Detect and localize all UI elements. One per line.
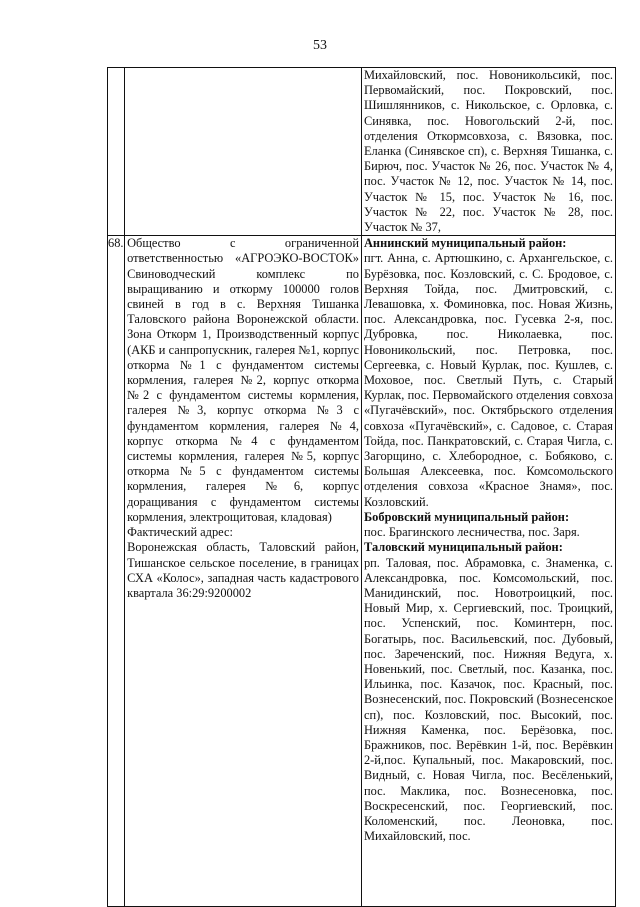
organization-description: Общество с ограниченной ответственностью «АГРОЭКО-ВОСТОК» Свиноводческий комплекс по выращиванию и откорму 100000 голов свиней в год в с. Верхняя Тишанка Таловского района Воронежской области. Зона Откорм 1, Производственный корпус (АКБ и санпропускник, галерея №1, корпус откорма №1 с фундаментом системы кормления, галерея №2, корпус откорма №2 с фундаментом системы кормления, галерея №3, корпус откорма №3 с фундаментом кормления, галерея №4, корпус откорма №4 с фундаментом системы кормления, галерея №5, корпус откорма №5 с фундаментом системы кормления, галерея №6, корпус доращивания с фундаментом системы кормления, электрощитовая, кладовая): [127, 236, 359, 524]
district-settlements: пос. Брагинского лесничества, пос. Заря.: [363, 525, 580, 540]
register-table: [107, 67, 616, 907]
organization-cell: [125, 236, 362, 907]
page-number: 53: [313, 38, 327, 53]
organization-cell: [125, 68, 362, 236]
areas-cell: [361, 236, 615, 907]
areas-text: Михайловский, пос. Новоникольсикй, пос. Первомайский, пос. Покровский, пос. Шишлянников, с. Никольское, с. Орловка, с. Синявка, пос. Новогольский 2-й, пос. отделения Откормсовхоза, с. Вязовка, пос. Еланка (Синявское сп), с. Верхняя Тишанка, с. Бирюч, пос. Участок № 26, пос. Участок № 4, пос. Участок № 12, пос. Участок № 14, пос. Участок № 15, пос. Участок № 16, пос. Участок № 22, пос. Участок № 28, пос. Участок № 37,: [363, 68, 613, 235]
district-settlements: пгт. Анна, с. Артюшкино, с. Архангельское, с. Бурёзовка, пос. Козловский, с. С. Бродовое, с. Верхняя Тойда, пос. Дмитровский, с. Левашовка, х. Фоминовка, пос. Новая Жизнь, пос. Александровка, пос. Гусевка 2-я, пос. Дубровка, пос. Николаевка, пос. Новоникольский, пос. Петровка, пос. Сергеевка, с. Новый Курлак, пос. Кушлев, с. Моховое, пос. Светлый Путь, с. Старый Курлак, пос. Первомайского отделения совхоза «Пугачёвский», пос. Октябрьского отделения совхоза «Пугачёвский», с. Садовое, с. Старая Тойда, пос. Панкратовский, с. Старая Чигла, с. Загорщино, с. Хлебородное, с. Бобяково, с. Большая Алексеевка, пос. Комсомольского отделения совхоза «Красное Знамя», пос. Козловский.: [363, 251, 613, 509]
address-label: Фактический адрес:: [127, 525, 233, 540]
areas-cell: [361, 68, 615, 236]
district-heading: Бобровский муниципальный район:: [363, 509, 570, 524]
district-heading: Таловский муниципальный район:: [363, 540, 563, 555]
table-row: [108, 236, 616, 907]
district-settlements: рп. Таловая, пос. Абрамовка, с. Знаменка, с. Александровка, пос. Комсомольский, пос. Манидинский, пос. Новотроицкий, пос. Новый Мир, х. Сергиевский, пос. Троицкий, пос. Успенский, пос. Коминтерн, пос. Богатырь, пос. Васильевский, пос. Дубовый, пос. Зареченский, пос. Нижняя Ведуга, х. Новенький, пос. Светлый, пос. Казанка, пос. Ильинка, пос. Казачок, пос. Красный, пос. Вознесенский, пос. Покровский (Вознесенское сп), пос. Козловский, пос. Высокий, пос. Нижняя Каменка, пос. Берёзовка, пос. Бражников, пос. Верёвкин 1-й, пос. Верёвкин 2-й,пос. Купальный, пос. Макаровский, пос. Видный, с. Новая Чигла, пос. Весёленький, пос. Маклика, пос. Вознесеновка, пос. Воскресенский, пос. Георгиевский, пос. Коломенский, пос. Леоновка, пос. Михайловский, пос.: [363, 555, 614, 844]
table-row: [108, 68, 616, 236]
row-number-cell: 68.: [108, 236, 125, 907]
row-number-cell: [108, 68, 125, 236]
district-heading: Аннинский муниципальный район:: [363, 236, 567, 251]
address-text: Воронежская область, Таловский район, Тишанское сельское поселение, в границах СХА «Колос», западная часть кадастрового квартала 36:29:9200002: [127, 540, 359, 600]
